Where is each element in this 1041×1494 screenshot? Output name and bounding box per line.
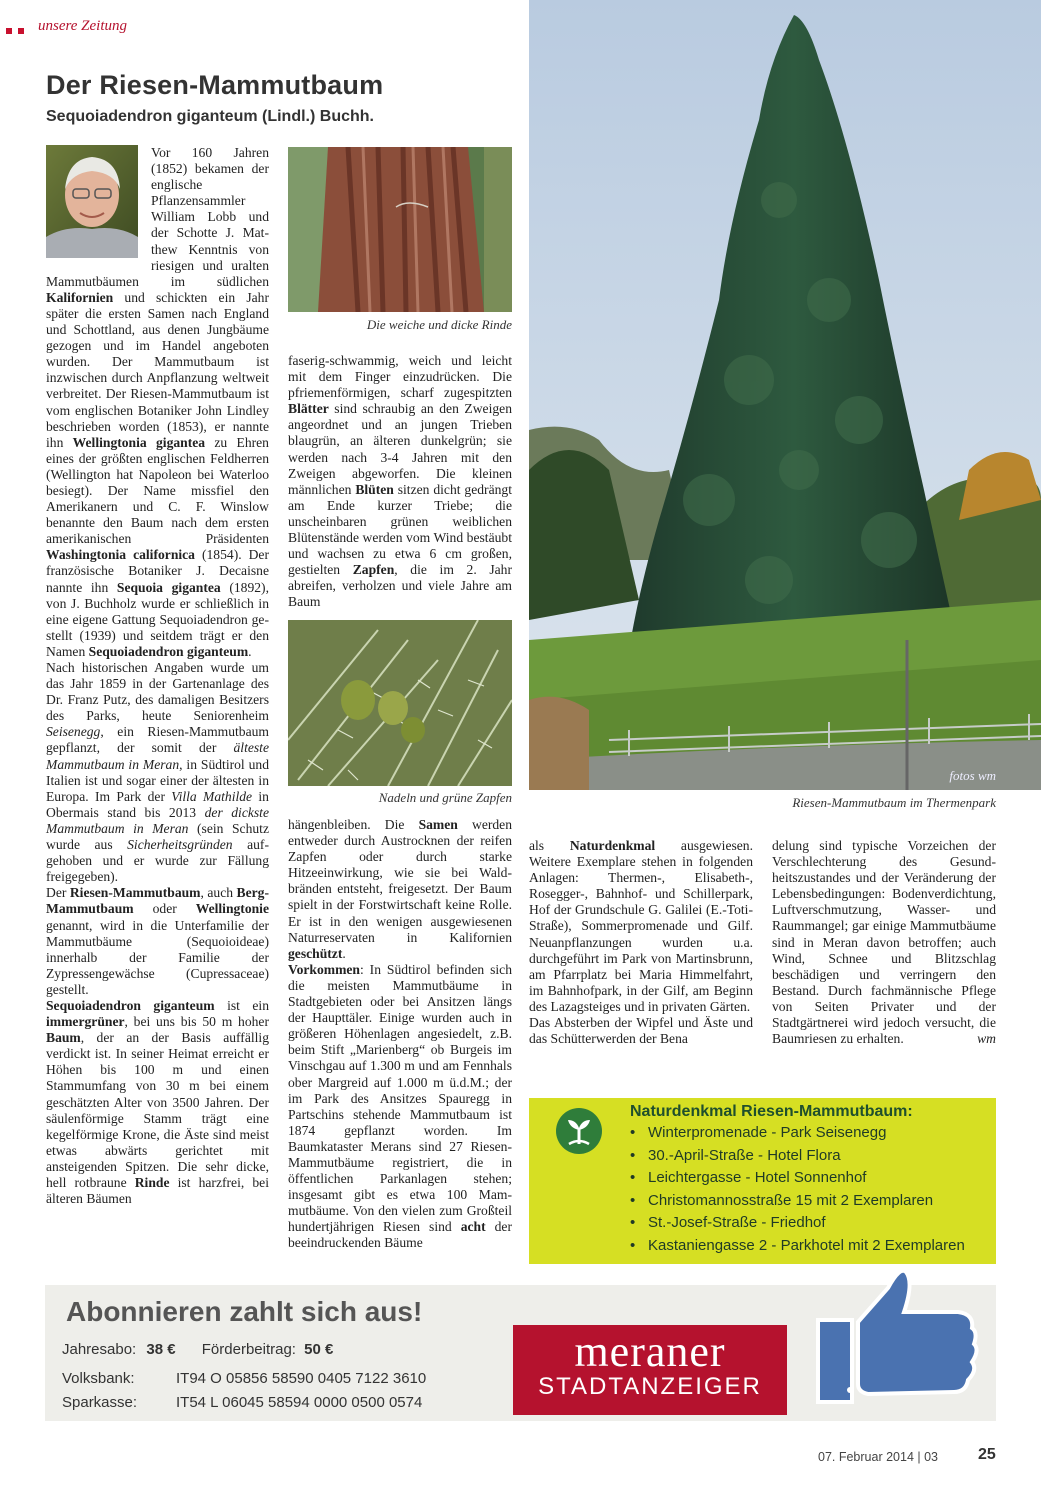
logo-line2: STADTANZEIGER: [538, 1373, 762, 1400]
bark-photo: [288, 147, 512, 312]
paragraph-leaves: faserig-schwammig, weich und leicht mit dem Finger einzudrücken. Die pfriemenförmigen, scharf zugespitzten Blätter sind schraubig an den Zweigen angeordnet und an jungen Trieben blaugrün, an älteren dunkelgrün; sie werden nach 3-4 Jahren mit den Zweigen abgeworfen. Die kleinen männlichen Blüten sitzen dicht gedrängt am Ende kurzer Triebe; die unscheinbaren grünen weiblichen Blütenstände werden vom Wind bestäubt und wachsen zu etwa 6 cm großen, gestielten Zapfen, die im 2. Jahr abreifen, verholzen und viele Jahre am Baum: [288, 353, 512, 610]
bank-sparkasse: [62, 1394, 422, 1411]
author-initials: wm: [977, 1031, 996, 1047]
paragraph-classification: Der Riesen-Mammutbaum, auch Berg-Mammutbaum oder Wellingtonie genannt, wird in die Unterfamilie der Mammutbäume (Sequoioideae) innerhalb der Familie der Zypressengewächse (Cupressaceae) gestellt.: [46, 885, 269, 997]
column-2-top: [288, 353, 512, 611]
brand-logo: unsere Zeitung: [38, 18, 128, 34]
list-item: • Leichtergasse - Hotel Sonnenhof: [630, 1167, 965, 1190]
list-item: • 30.-April-Straße - Hotel Flora: [630, 1145, 965, 1168]
header-dots: [6, 28, 24, 34]
column-3: [529, 838, 753, 1047]
list-item: • Kastaniengasse 2 - Parkhotel mit 2 Exemplaren: [630, 1235, 965, 1258]
column-1-intro: [46, 145, 269, 1207]
column-4: [772, 838, 996, 1047]
thumbs-up-icon: [808, 1262, 986, 1412]
subscription-headline: Abonnieren zahlt sich aus!: [66, 1296, 423, 1327]
photo-credit: fotos wm: [949, 768, 996, 783]
naturdenkmal-title: Naturdenkmal Riesen-Mammutbaum:: [630, 1103, 913, 1120]
tree-photo: [529, 0, 1041, 790]
column-2-bottom: [288, 817, 512, 1252]
bank2-iban: IT54 L 06045 58594 0000 0500 0574: [176, 1394, 423, 1411]
list-item: • Christomannosstraße 15 mit 2 Exemplaren: [630, 1190, 965, 1213]
bank1-label: Volksbank:: [62, 1370, 135, 1387]
bank1-iban: IT94 O 05856 58590 0405 7122 3610: [176, 1370, 427, 1387]
article-title: Der Riesen-Mammutbaum: [46, 70, 384, 100]
paragraph-seeds: hängenbleiben. Die Samen werden entweder durch Austrocknen der reifen Zapfen oder durch starke Hitzeeinwirkung, wie sie bei Waldbränden entsteht, freigesetzt. Der Baum spielt in der Forstwirtschaft keine Rolle. Er ist in den wenigen ausgewiesenen Naturreservaten in Kalifornien geschützt.: [288, 817, 513, 961]
paragraph-locations: als Naturdenkmal ausgewiesen. Weitere Exemplare stehen in folgenden Anlagen: Thermen-, Elisabeth-, Rosegger-, Bahnhof- und Schillerpark, Hof der Grundschule G. Galilei (E.-Toti-Straße), Sommerpromenade und Gilf. Neuanpflanzungen wurden u.a. durchgeführt im Park von Martinsbrunn, am Pfarrplatz bei Maria Himmelfahrt, im Bahnhofpark, in der Gilf, am Beginn des Lazagsteiges und in privaten Gärten. Das Absterben der Wipfel und Äste und das Schütterwerden der Bena: [529, 838, 754, 1047]
jahresabo-label: Jahresabo:: [62, 1341, 137, 1358]
list-item: • St.-Josef-Straße - Friedhof: [630, 1212, 965, 1235]
list-item: • Winterpromenade - Park Seisenegg: [630, 1122, 965, 1145]
cones-caption: Nadeln und grüne Zapfen: [378, 790, 512, 805]
paragraph-occurrence: Vorkommen: In Südtirol befinden sich die meisten Mammutbäume in Stadtgebieten oder bei Ansitzen längs der Haupttäler. Einige wurden auch in größeren Höhenlagen angesiedelt, z.B. beim Stift „Marienberg“ ob Burgeis im Vinschgau auf 1.300 m und am Fennhals ober Margreid auf 1.000 m ü.d.M.; der im Park des Ansitzes Spauregg in Partschins stehende Mammutbaum ist 1874 gepflanzt worden. Im Baumkataster Merans sind 27 Riesen-Mammutbäume registriert, die in öffentlichen Parkanlagen stehen; insgesamt gibt es etwa 100 Mammutbäume. Von den vielen zum Großteil hundertjährigen Riesen sind acht der beeindruckenden Bäume: [288, 961, 512, 1251]
bank2-label: Sparkasse:: [62, 1394, 138, 1411]
article-subtitle: Sequoiadendron giganteum (Lindl.) Buchh.: [46, 108, 374, 125]
meraner-stadtanzeiger-logo: [513, 1325, 787, 1415]
jahresabo-value: 38 €: [146, 1341, 176, 1358]
paragraph-description: Sequoiadendron giganteum ist ein immergrüner, bei uns bis 50 m hoher Baum, der an der Basis auffällig verdickt ist. In seiner Heimat erreicht er Höhen bis 100 m und einen Stammumfang von 30 m bei einem geschätzten Alter von 3500 Jahren. Der säulenförmige Stamm trägt eine kegelförmige Krone, die Äste sind meist etwas abwärts gerichtet mit ansteigenden Spitzen. Die sehr dicke, hell rotbraune Rinde ist harzfrei, bei älteren Bäumen: [46, 997, 269, 1207]
tree-caption: Riesen-Mammutbaum im Thermenpark: [792, 795, 996, 810]
naturdenkmal-emblem-icon: [556, 1108, 602, 1154]
paragraph-oldest-tree: Nach historischen Angaben wurde um das Jahr 1859 in der Gartenanlage des Dr. Franz Putz, des damaligen Besitzers des Parks, heute Seniorenheim Seisenegg, ein Riesen-Mammutbaum gepflanzt, der somit der älteste Mammutbaum in Meran, in Südtirol und Italien ist und sogar einer der ältesten in Europa. Im Park der Villa Mathilde in Obermais stand bis 2013 der dickste Mammutbaum in Meran (sein Schutz wurde aus Sicherheitsgründen aufgehoben und er wurde zur Fällung freigegeben).: [46, 660, 269, 885]
naturdenkmal-box: [529, 1098, 996, 1264]
logo-line1: meraner: [574, 1327, 726, 1376]
bark-caption: Die weiche und dicke Rinde: [366, 317, 512, 332]
issue-date: 07. Februar 2014 | 03: [818, 1450, 938, 1464]
foerder-label: Förderbeitrag:: [201, 1341, 296, 1358]
paragraph-history: Vor 160 Jahren (1852) bekamen der englische Pflanzensammler William Lobb und der Schotte J. Matthew Kenntnis von riesigen und uralten Mammutbäumen im südlichen Kalifornien und schickten ein Jahr später die ersten Samen nach England und Schottland, aus denen Jungbäume gezogen und im Handel angeboten wurden. Der Mammutbaum ist inzwischen durch Anpflanzung weltweit verbreitet. Der Riesen-Mammutbaum ist vom englischen Botaniker John Lindley beschrieben worden (1853), er nannte ihn Wellingtonia gigantea zu Ehren eines der größten englischen Feldherren (Wellington hat Napoleon bei Waterloo besiegt). Der Name missfiel den Amerikanern und C. F. Winslow benannte den Baum nach dem ersten amerikanischen Präsidenten Washingtonia californica (1854). Der französische Botaniker J. Decaisne nannte ihn Sequoia gigantea (1892), von J. Buchholz wurde er schließlich in eine eigene Gattung Sequoiadendron gestellt (1939) und seitdem trägt er den Namen Sequoiadendron giganteum.: [46, 145, 269, 659]
naturdenkmal-list: [630, 1122, 965, 1257]
page-number: 25: [978, 1446, 996, 1463]
paragraph-decline: delung sind typische Vorzeichen der Verschlechterung des Gesundheitszustandes und der Veränderung der Lebensbedingungen: Bodenverdichtung, Luftverschmutzung, Wasser- und Raummangel; gar einige Mammutbäume sind in Meran davon betroffen; auch Wind, Schnee und Blitzschlag beschädigen und verringern den Bestand. Durch fachmännische Pflege von Seiten Privater und der Stadtgärtnerei wird jedoch versucht, die Baumriesen zu erhalten.: [772, 838, 996, 1047]
bank-volksbank: [62, 1370, 426, 1387]
foerder-value: 50 €: [304, 1341, 334, 1358]
subscription-prices: [62, 1341, 333, 1358]
cones-photo: [288, 620, 512, 786]
